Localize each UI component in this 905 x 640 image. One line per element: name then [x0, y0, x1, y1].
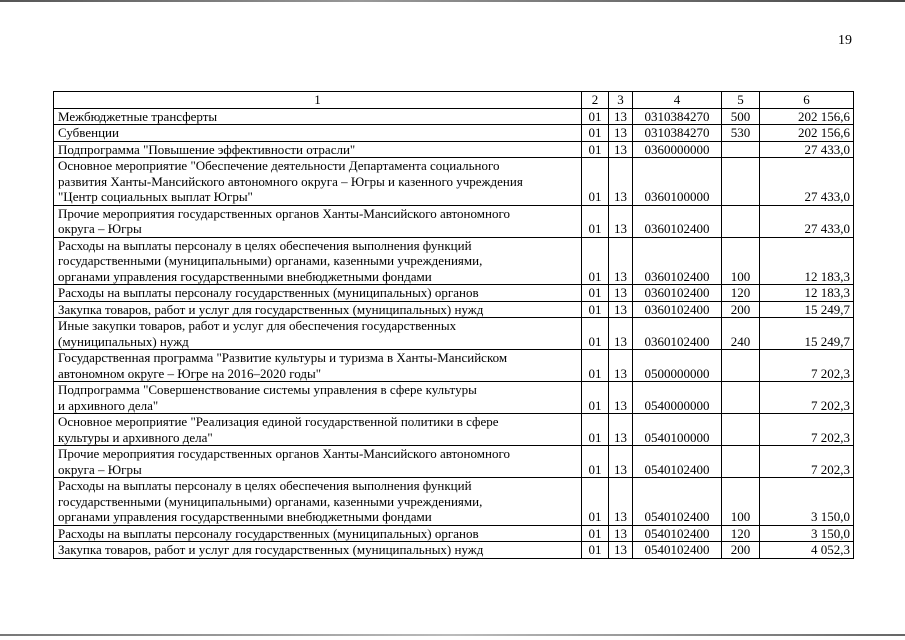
amount-cell: 27 433,0 — [760, 141, 854, 158]
row-name-cell: Прочие мероприятия государственных органов Ханты-Мансийского автономного округа – Югры — [54, 446, 582, 478]
expense-type-cell — [722, 141, 760, 158]
header-cell-2: 2 — [582, 92, 609, 109]
amount-cell: 3 150,0 — [760, 525, 854, 542]
section-code-cell: 01 — [582, 237, 609, 285]
amount-cell: 7 202,3 — [760, 350, 854, 382]
expense-type-cell: 200 — [722, 301, 760, 318]
target-article-cell: 0310384270 — [633, 125, 722, 142]
target-article-cell: 0540102400 — [633, 478, 722, 526]
expense-type-cell — [722, 350, 760, 382]
header-cell-3: 3 — [609, 92, 633, 109]
table-row — [54, 158, 854, 206]
section-code-cell: 01 — [582, 446, 609, 478]
target-article-cell: 0310384270 — [633, 108, 722, 125]
subsection-code-cell: 13 — [609, 446, 633, 478]
row-name-cell: Подпрограмма "Повышение эффективности отрасли" — [54, 141, 582, 158]
target-article-cell: 0360100000 — [633, 158, 722, 206]
table-row — [54, 414, 854, 446]
subsection-code-cell: 13 — [609, 414, 633, 446]
target-article-cell: 0540102400 — [633, 542, 722, 559]
header-cell-6: 6 — [760, 92, 854, 109]
scan-edge-bottom — [0, 634, 905, 636]
section-code-cell: 01 — [582, 350, 609, 382]
table-row — [54, 350, 854, 382]
row-name-cell: Расходы на выплаты персоналу в целях обеспечения выполнения функций государственными (муниципальными) органами, казенными учреждениями, органами управления государственными внебюджетными фондами — [54, 478, 582, 526]
target-article-cell: 0360102400 — [633, 285, 722, 302]
table-row — [54, 446, 854, 478]
table-row — [54, 141, 854, 158]
table-row — [54, 478, 854, 526]
target-article-cell: 0500000000 — [633, 350, 722, 382]
table-row — [54, 318, 854, 350]
table-row — [54, 525, 854, 542]
table-row — [54, 382, 854, 414]
target-article-cell: 0540102400 — [633, 525, 722, 542]
expense-type-cell — [722, 205, 760, 237]
target-article-cell: 0540100000 — [633, 414, 722, 446]
section-code-cell: 01 — [582, 158, 609, 206]
row-name-cell: Закупка товаров, работ и услуг для государственных (муниципальных) нужд — [54, 301, 582, 318]
subsection-code-cell: 13 — [609, 318, 633, 350]
section-code-cell: 01 — [582, 205, 609, 237]
section-code-cell: 01 — [582, 414, 609, 446]
row-name-cell: Подпрограмма "Совершенствование системы управления в сфере культуры и архивного дела" — [54, 382, 582, 414]
table-row — [54, 301, 854, 318]
subsection-code-cell: 13 — [609, 542, 633, 559]
amount-cell: 7 202,3 — [760, 382, 854, 414]
header-cell-1: 1 — [54, 92, 582, 109]
subsection-code-cell: 13 — [609, 478, 633, 526]
section-code-cell: 01 — [582, 382, 609, 414]
table-row — [54, 237, 854, 285]
row-name-cell: Расходы на выплаты персоналу в целях обеспечения выполнения функций государственными (муниципальными) органами, казенными учреждениями, органами управления государственными внебюджетными фондами — [54, 237, 582, 285]
expense-type-cell — [722, 446, 760, 478]
section-code-cell: 01 — [582, 301, 609, 318]
table-body — [54, 108, 854, 558]
expense-type-cell: 120 — [722, 525, 760, 542]
section-code-cell: 01 — [582, 125, 609, 142]
expense-type-cell — [722, 414, 760, 446]
section-code-cell: 01 — [582, 285, 609, 302]
subsection-code-cell: 13 — [609, 350, 633, 382]
expense-type-cell: 500 — [722, 108, 760, 125]
target-article-cell: 0360102400 — [633, 205, 722, 237]
table-row — [54, 285, 854, 302]
expense-type-cell — [722, 158, 760, 206]
amount-cell: 3 150,0 — [760, 478, 854, 526]
section-code-cell: 01 — [582, 478, 609, 526]
target-article-cell: 0540102400 — [633, 446, 722, 478]
table-row — [54, 108, 854, 125]
row-name-cell: Прочие мероприятия государственных органов Ханты-Мансийского автономного округа – Югры — [54, 205, 582, 237]
subsection-code-cell: 13 — [609, 205, 633, 237]
table-row — [54, 542, 854, 559]
amount-cell: 7 202,3 — [760, 414, 854, 446]
page-number: 19 — [838, 33, 852, 48]
amount-cell: 7 202,3 — [760, 446, 854, 478]
table-header-row — [54, 92, 854, 109]
section-code-cell: 01 — [582, 318, 609, 350]
amount-cell: 15 249,7 — [760, 301, 854, 318]
section-code-cell: 01 — [582, 542, 609, 559]
amount-cell: 15 249,7 — [760, 318, 854, 350]
target-article-cell: 0360000000 — [633, 141, 722, 158]
row-name-cell: Основное мероприятие "Реализация единой государственной политики в сфере культуры и архивного дела" — [54, 414, 582, 446]
row-name-cell: Межбюджетные трансферты — [54, 108, 582, 125]
subsection-code-cell: 13 — [609, 285, 633, 302]
header-cell-4: 4 — [633, 92, 722, 109]
section-code-cell: 01 — [582, 525, 609, 542]
budget-table — [53, 91, 854, 559]
amount-cell: 12 183,3 — [760, 285, 854, 302]
row-name-cell: Основное мероприятие "Обеспечение деятельности Департамента социального развития Ханты-Мансийского автономного округа – Югры и казенного учреждения "Центр социальных выплат Югры" — [54, 158, 582, 206]
expense-type-cell: 100 — [722, 237, 760, 285]
subsection-code-cell: 13 — [609, 141, 633, 158]
amount-cell: 27 433,0 — [760, 205, 854, 237]
subsection-code-cell: 13 — [609, 158, 633, 206]
subsection-code-cell: 13 — [609, 301, 633, 318]
target-article-cell: 0360102400 — [633, 318, 722, 350]
amount-cell: 4 052,3 — [760, 542, 854, 559]
subsection-code-cell: 13 — [609, 108, 633, 125]
expense-type-cell: 530 — [722, 125, 760, 142]
table-row — [54, 125, 854, 142]
amount-cell: 202 156,6 — [760, 108, 854, 125]
expense-type-cell: 240 — [722, 318, 760, 350]
scan-edge-top — [0, 0, 905, 2]
row-name-cell: Государственная программа "Развитие культуры и туризма в Ханты-Мансийском автономном округе – Югре на 2016–2020 годы" — [54, 350, 582, 382]
expense-type-cell: 200 — [722, 542, 760, 559]
section-code-cell: 01 — [582, 108, 609, 125]
row-name-cell: Субвенции — [54, 125, 582, 142]
target-article-cell: 0360102400 — [633, 237, 722, 285]
amount-cell: 27 433,0 — [760, 158, 854, 206]
target-article-cell: 0540000000 — [633, 382, 722, 414]
expense-type-cell: 120 — [722, 285, 760, 302]
table-row — [54, 205, 854, 237]
expense-type-cell: 100 — [722, 478, 760, 526]
amount-cell: 12 183,3 — [760, 237, 854, 285]
subsection-code-cell: 13 — [609, 237, 633, 285]
row-name-cell: Иные закупки товаров, работ и услуг для обеспечения государственных (муниципальных) нужд — [54, 318, 582, 350]
expense-type-cell — [722, 382, 760, 414]
amount-cell: 202 156,6 — [760, 125, 854, 142]
subsection-code-cell: 13 — [609, 382, 633, 414]
subsection-code-cell: 13 — [609, 125, 633, 142]
subsection-code-cell: 13 — [609, 525, 633, 542]
target-article-cell: 0360102400 — [633, 301, 722, 318]
row-name-cell: Расходы на выплаты персоналу государственных (муниципальных) органов — [54, 525, 582, 542]
row-name-cell: Закупка товаров, работ и услуг для государственных (муниципальных) нужд — [54, 542, 582, 559]
section-code-cell: 01 — [582, 141, 609, 158]
row-name-cell: Расходы на выплаты персоналу государственных (муниципальных) органов — [54, 285, 582, 302]
header-cell-5: 5 — [722, 92, 760, 109]
